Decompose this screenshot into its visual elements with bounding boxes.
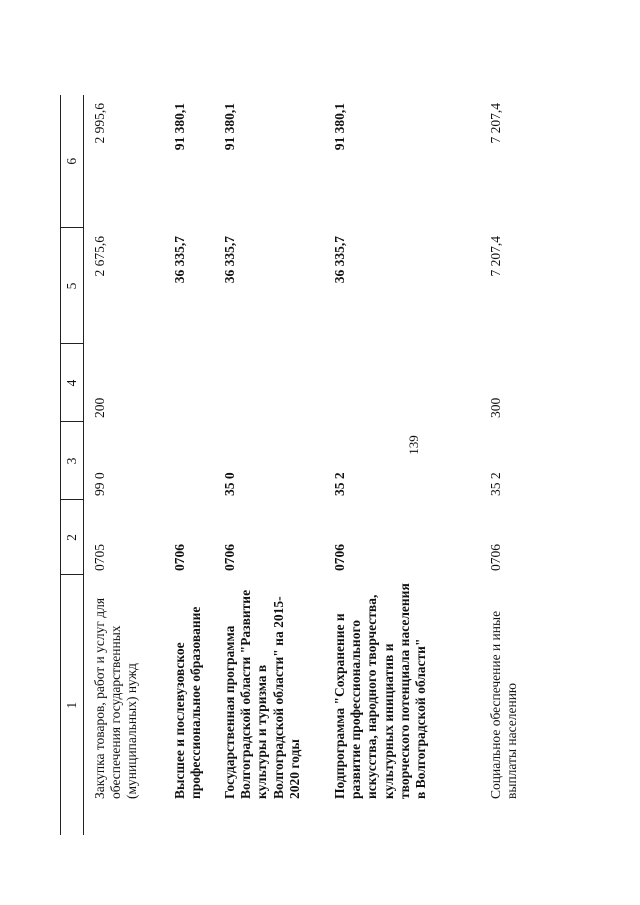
table-row (324, 95, 480, 835)
table-row (480, 95, 548, 835)
row-name: Социальное обеспечение и иные выплаты населению (488, 610, 520, 799)
row-amount-col6: 91 380,1 (332, 103, 347, 151)
row-expense-type: 300 (488, 397, 503, 418)
table-row (164, 95, 214, 835)
column-header: 1 (61, 575, 84, 835)
column-header: 2 (61, 500, 84, 575)
row-expense-type (214, 344, 324, 422)
row-amount-col5: 2 675,6 (92, 236, 107, 277)
row-amount-col5: 36 335,7 (172, 236, 187, 284)
budget-table (60, 95, 548, 835)
column-header: 5 (61, 228, 84, 344)
row-amount-col5: 36 335,7 (222, 236, 237, 284)
row-program-code: 99 0 (92, 472, 107, 496)
row-program-code: 35 0 (222, 472, 237, 496)
row-amount-col6: 2 995,6 (92, 103, 107, 144)
row-amount-col6: 91 380,1 (172, 103, 187, 151)
column-header: 3 (61, 422, 84, 500)
row-name: Закупка товаров, работ и услуг для обеспечения государственных (муниципальных) нужд (92, 597, 140, 799)
table-row (84, 95, 165, 835)
row-amount-col5: 36 335,7 (332, 236, 347, 284)
row-expense-type (324, 344, 480, 422)
budget-table-rotated (60, 95, 600, 835)
row-program-code (164, 422, 214, 500)
column-header: 4 (61, 344, 84, 422)
row-program-code: 35 2 (332, 472, 347, 496)
header-row (61, 95, 84, 835)
row-amount-col5: 7 207,4 (488, 236, 503, 277)
table-row (214, 95, 324, 835)
row-amount-col6: 91 380,1 (222, 103, 237, 151)
row-name: Высшее и послевузовское профессиональное образование (172, 606, 204, 799)
row-name: Подпрограмма "Сохранение и развитие профессионального искусства, народного творчества, культурных инициатив и творческого потенциала населения в Волгоградской области" (332, 583, 428, 799)
row-section-code: 0706 (222, 544, 237, 571)
row-section-code: 0705 (92, 544, 107, 571)
row-expense-type (164, 344, 214, 422)
row-program-code: 35 2 (488, 472, 503, 496)
page-number: 139 (406, 435, 421, 455)
row-section-code: 0706 (332, 544, 347, 571)
column-header: 6 (61, 95, 84, 228)
row-section-code: 0706 (172, 544, 187, 571)
row-amount-col6: 7 207,4 (488, 103, 503, 144)
row-expense-type: 200 (92, 397, 107, 418)
row-section-code: 0706 (488, 544, 503, 571)
row-name: Государственная программа Волгоградской области "Развитие культуры и туризма в Волгоградской области" на 2015-2020 годы (222, 589, 302, 799)
